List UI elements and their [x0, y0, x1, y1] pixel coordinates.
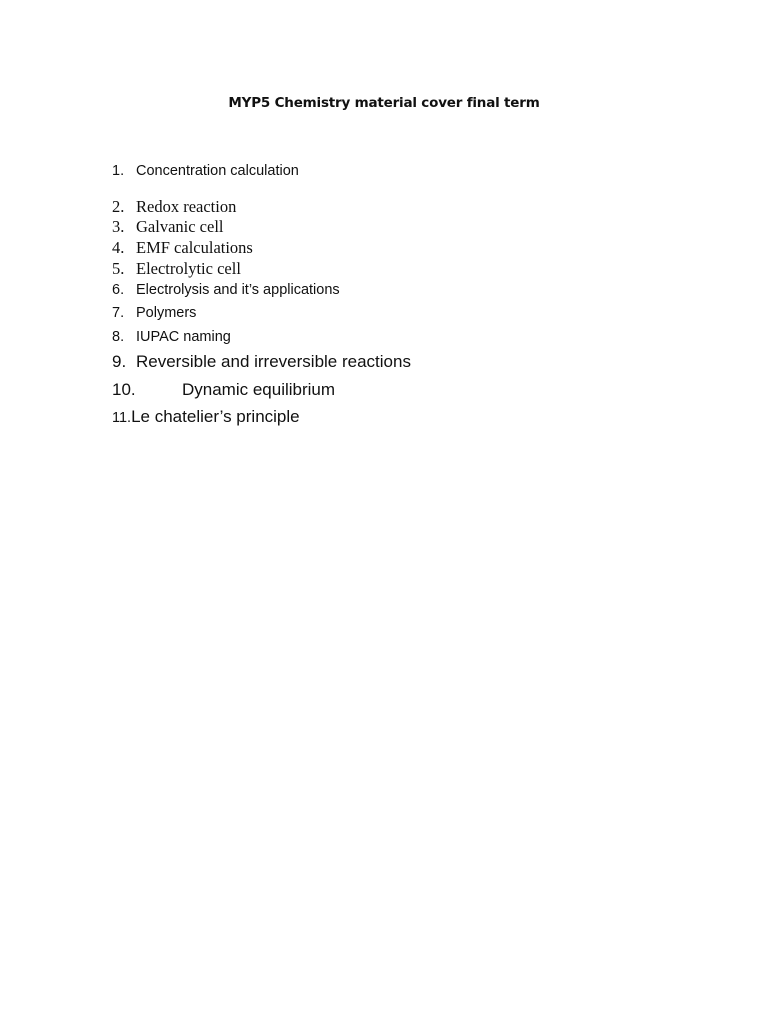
list-item-number: 2. — [112, 197, 125, 216]
list-item-label: Reversible and irreversible reactions — [136, 352, 411, 371]
list-item-label: Galvanic cell — [136, 217, 224, 236]
list-item — [112, 217, 224, 237]
list-item-label: Dynamic equilibrium — [182, 380, 336, 399]
list-item-label: IUPAC naming — [136, 329, 231, 345]
list-item-number: 1. — [112, 163, 125, 179]
list-item — [112, 197, 236, 217]
list-item-number: 6. — [112, 282, 125, 298]
list-item-label: Electrolytic cell — [136, 259, 241, 278]
list-item-label: Le chatelier’s principle — [131, 407, 300, 426]
list-item-label: Redox reaction — [136, 197, 237, 216]
list-item-label: Polymers — [136, 305, 197, 321]
list-item — [112, 352, 411, 372]
list-item — [112, 238, 253, 258]
list-item-number: 7. — [112, 305, 125, 321]
list-item — [112, 380, 335, 400]
list-item — [112, 407, 300, 427]
list-item-number: 8. — [112, 329, 125, 345]
list-item — [112, 305, 196, 321]
list-item-label: Electrolysis and it’s applications — [136, 282, 340, 298]
list-item-number: 4. — [112, 238, 125, 257]
list-item — [112, 329, 231, 345]
list-item-label: Concentration calculation — [136, 163, 299, 179]
list-item-number: 5. — [112, 259, 125, 278]
list-item-number: 3. — [112, 217, 125, 236]
list-item — [112, 163, 299, 179]
list-item-label: EMF calculations — [136, 238, 253, 257]
list-item-number: 10. — [112, 380, 136, 399]
list-item-number: 11. — [112, 410, 132, 426]
list-item — [112, 259, 241, 279]
list-item — [112, 282, 340, 298]
page-title: MYP5 Chemistry material cover final term — [228, 95, 540, 111]
list-item-number: 9. — [112, 352, 127, 371]
